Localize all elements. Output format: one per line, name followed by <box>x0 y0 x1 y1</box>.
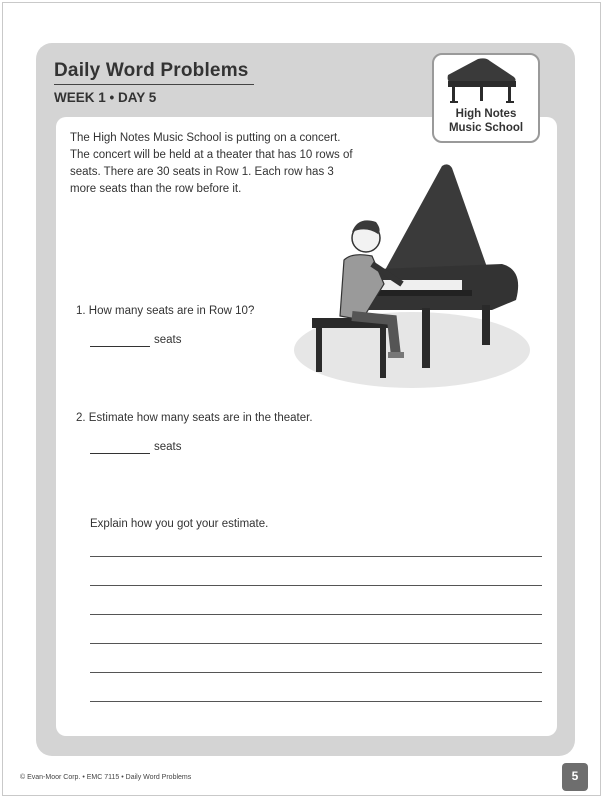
answer-2 <box>90 441 182 454</box>
problem-intro: The High Notes Music School is putting on a concert. The concert will be held at a theater that has 10 rows of seats. There are 30 seats in Row 1. Each row has 3 more seats than the row before it. <box>70 132 353 195</box>
question-number: 2. <box>76 412 86 424</box>
page-number-badge <box>562 763 588 791</box>
question-2 <box>76 412 313 424</box>
boy-playing-piano-illustration <box>292 160 532 400</box>
explain-prompt: Explain how you got your estimate. <box>90 518 269 530</box>
question-1 <box>76 305 254 317</box>
badge-label: High Notes Music School <box>448 108 524 134</box>
answer-unit: seats <box>154 334 182 346</box>
writing-line[interactable] <box>90 614 542 615</box>
question-text: How many seats are in Row 10? <box>88 305 255 317</box>
question-number: 1. <box>76 305 86 317</box>
grand-piano-icon <box>434 55 538 109</box>
page-number: 5 <box>571 769 579 783</box>
writing-line[interactable] <box>90 585 542 586</box>
writing-line[interactable] <box>90 672 542 673</box>
answer-unit: seats <box>154 441 182 453</box>
page-title: Daily Word Problems <box>54 60 249 81</box>
footer-credit: © Evan-Moor Corp. • EMC 7115 • Daily Word Problems <box>20 774 192 781</box>
answer-1 <box>90 334 182 347</box>
week-day-label: WEEK 1 • DAY 5 <box>54 90 157 105</box>
topic-badge <box>432 53 540 143</box>
answer-blank[interactable] <box>90 334 150 347</box>
writing-line[interactable] <box>90 643 542 644</box>
writing-line[interactable] <box>90 701 542 702</box>
question-text: Estimate how many seats are in the theater. <box>88 412 313 424</box>
writing-line[interactable] <box>90 556 542 557</box>
answer-blank[interactable] <box>90 441 150 454</box>
title-underline <box>54 84 254 85</box>
